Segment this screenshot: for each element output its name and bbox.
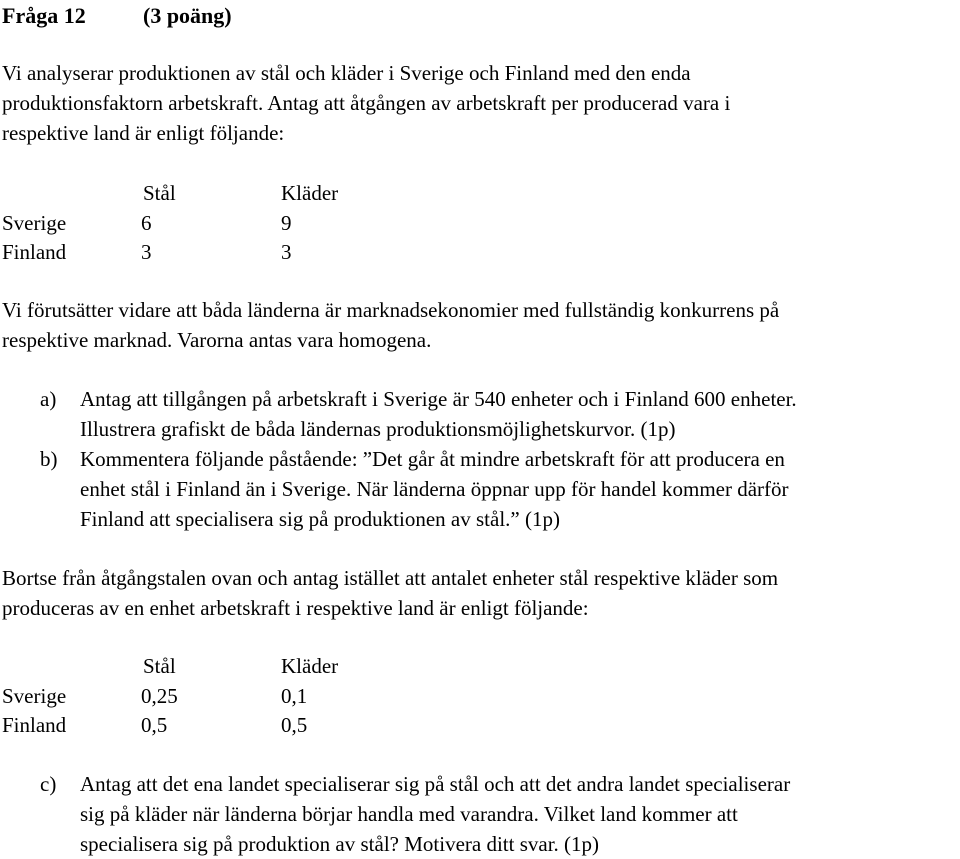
item-c-line: Antag att det ena landet specialiserar sig på stål och att det andra landet specialiserar (80, 772, 791, 796)
table-row-label: Finland (2, 240, 67, 264)
table-cell: 9 (281, 211, 292, 235)
table-cell: 3 (141, 240, 152, 264)
table-header-steel: Stål (143, 181, 176, 205)
item-label-c: c) (40, 772, 57, 796)
table-cell: 0,1 (281, 684, 308, 708)
intro-line: produktionsfaktorn arbetskraft. Antag att åtgången av arbetskraft per producerad vara i (2, 91, 731, 115)
table-cell: 3 (281, 240, 292, 264)
table-row-label: Sverige (2, 684, 67, 708)
item-label-b: b) (40, 447, 58, 471)
intro-line: respektive land är enligt följande: (2, 121, 285, 145)
assumption-line: respektive marknad. Varorna antas vara homogena. (2, 328, 432, 352)
table-header-clothes: Kläder (281, 654, 339, 678)
item-b-line: Finland att specialisera sig på produktionen av stål.” (1p) (80, 507, 560, 531)
second-intro-line: Bortse från åtgångstalen ovan och antag istället att antalet enheter stål respektive kläder som (2, 566, 779, 590)
second-intro-line: produceras av en enhet arbetskraft i respektive land är enligt följande: (2, 596, 589, 620)
table-header-clothes: Kläder (281, 181, 339, 205)
table-header-steel: Stål (143, 654, 176, 678)
intro-line: Vi analyserar produktionen av stål och kläder i Sverige och Finland med den enda (2, 61, 691, 85)
table-cell: 0,5 (281, 713, 308, 737)
question-number: Fråga 12 (2, 3, 86, 28)
item-c-line: sig på kläder när länderna börjar handla med varandra. Vilket land kommer att (80, 802, 738, 826)
table-row-label: Sverige (2, 211, 67, 235)
table-row-label: Finland (2, 713, 67, 737)
item-label-a: a) (40, 387, 57, 411)
assumption-line: Vi förutsätter vidare att båda länderna är marknadsekonomier med fullständig konkurrens på (2, 298, 780, 322)
item-b-line: Kommentera följande påstående: ”Det går åt mindre arbetskraft för att producera en (80, 447, 785, 471)
item-a-line: Antag att tillgången på arbetskraft i Sverige är 540 enheter och i Finland 600 enheter. (80, 387, 797, 411)
item-c-line: specialisera sig på produktion av stål? Motivera ditt svar. (1p) (80, 832, 600, 856)
question-points: (3 poäng) (143, 3, 232, 28)
table-cell: 0,5 (141, 713, 168, 737)
table-cell: 0,25 (141, 684, 178, 708)
item-a-line: Illustrera grafiskt de båda ländernas produktionsmöjlighetskurvor. (1p) (80, 417, 676, 441)
table-cell: 6 (141, 211, 152, 235)
item-b-line: enhet stål i Finland än i Sverige. När länderna öppnar upp för handel kommer därför (80, 477, 789, 501)
